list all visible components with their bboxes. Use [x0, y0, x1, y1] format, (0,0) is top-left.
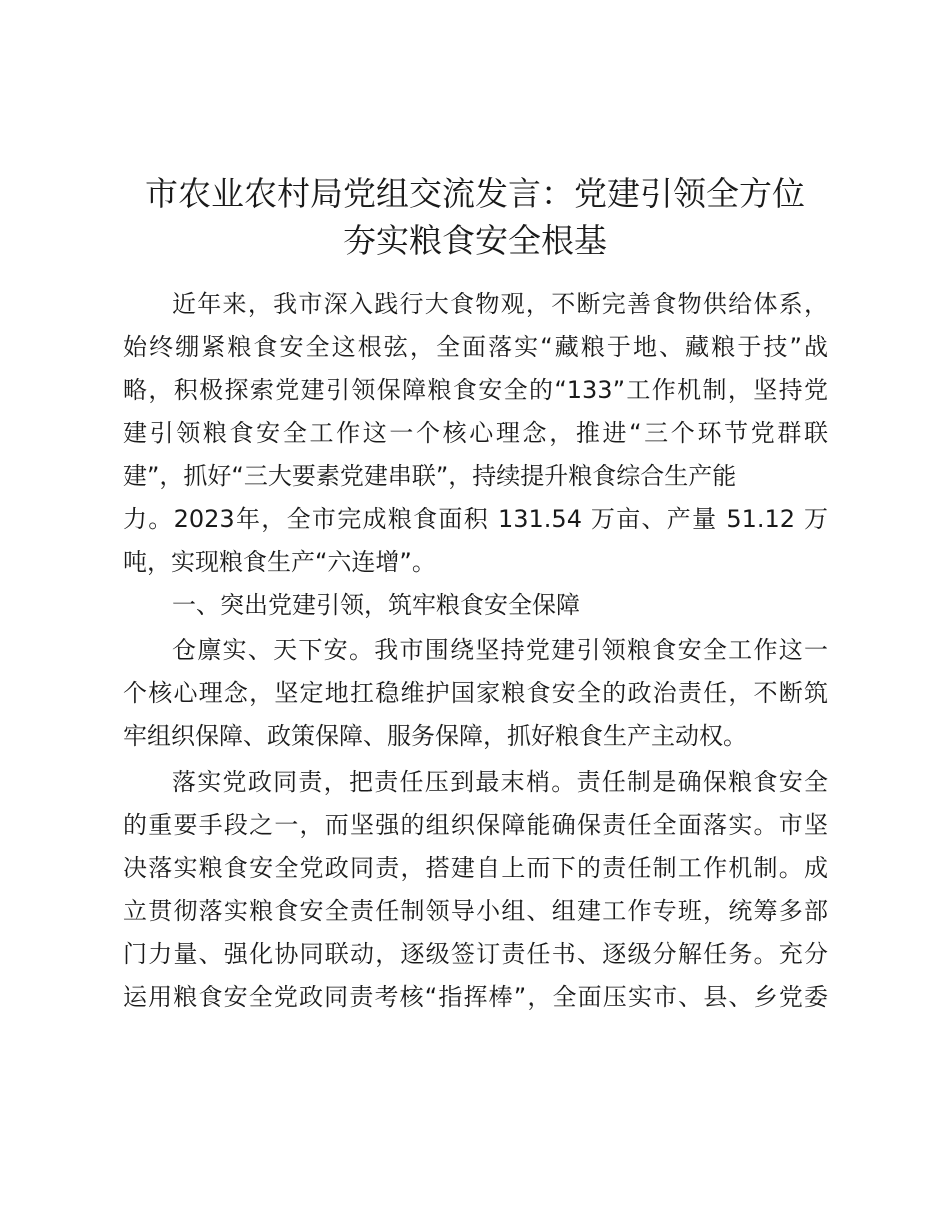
paragraph-line: 仓廪实、天下安。我市围绕坚持党建引领粮食安全工作这一: [172, 636, 828, 664]
paragraph-line: 的重要手段之一，而坚强的组织保障能确保责任全面落实。市坚: [123, 811, 828, 839]
paragraph-line: 牢组织保障、政策保障、服务保障，抓好粮食生产主动权。: [123, 722, 747, 750]
paragraph-line: 略，积极探索党建引领保障粮食安全的“133”工作机制，坚持党: [123, 376, 828, 404]
paragraph-line: 建”，抓好“三大要素党建串联”，持续提升粮食综合生产能: [123, 462, 737, 490]
title-line-2: 夯实粮食安全根基: [343, 221, 607, 260]
paragraph-line: 吨，实现粮食生产“六连增”。: [123, 548, 436, 576]
paragraph-line: 建引领粮食安全工作这一个核心理念，推进“三个环节党群联: [123, 419, 828, 447]
paragraph-line: 决落实粮食安全党政同责，搭建自上而下的责任制工作机制。成: [123, 854, 828, 882]
paragraph-line: 个核心理念，坚定地扛稳维护国家粮食安全的政治责任，不断筑: [123, 679, 828, 707]
title-line-1: 市农业农村局党组交流发言：党建引领全方位: [145, 174, 805, 213]
section-heading: 一、突出党建引领，筑牢粮食安全保障: [172, 591, 580, 619]
paragraph-line: 力。2023年，全市完成粮食面积 131.54 万亩、产量 51.12 万: [123, 505, 828, 533]
paragraph-line: 近年来，我市深入践行大食物观，不断完善食物供给体系，: [172, 290, 828, 318]
paragraph-line: 立贯彻落实粮食安全责任制领导小组、组建工作专班，统筹多部: [123, 897, 828, 925]
paragraph-line: 落实党政同责，把责任压到最末梢。责任制是确保粮食安全: [172, 768, 828, 796]
document-title: [120, 170, 830, 264]
paragraph-line: 门力量、强化协同联动，逐级签订责任书、逐级分解任务。充分: [123, 940, 828, 968]
paragraph-line: 运用粮食安全党政同责考核“指挥棒”，全面压实市、县、乡党委: [123, 983, 828, 1011]
paragraph-line: 始终绷紧粮食安全这根弦，全面落实“藏粮于地、藏粮于技”战: [123, 333, 828, 361]
